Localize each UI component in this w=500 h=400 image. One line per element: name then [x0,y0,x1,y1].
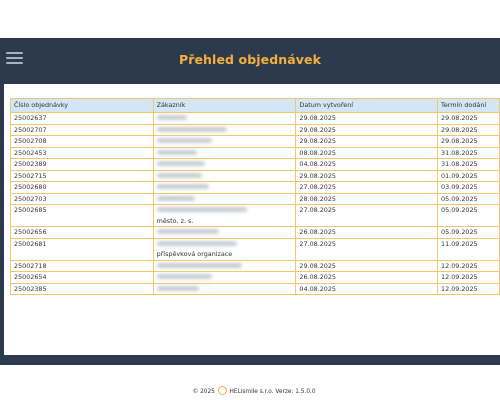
order-number-cell: 25002685 [11,205,154,227]
due-date-cell: 31.08.2025 [438,147,500,159]
table-row[interactable] [11,238,500,260]
customer-cell [153,283,296,295]
order-number-cell: 25002680 [11,182,154,194]
table-row[interactable] [11,136,500,148]
customer-cell [153,238,296,260]
created-date-cell: 27.08.2025 [296,182,438,194]
redacted-customer-name [157,241,237,246]
column-header-created-date[interactable]: Datum vytvoření [296,99,438,113]
customer-cell [153,227,296,239]
redacted-customer-name [157,196,195,201]
created-date-cell: 28.08.2025 [296,193,438,205]
customer-cell [153,113,296,125]
created-date-cell: 29.08.2025 [296,113,438,125]
due-date-cell: 29.08.2025 [438,136,500,148]
created-date-cell: 27.08.2025 [296,238,438,260]
top-bar [0,38,500,82]
created-date-cell: 29.08.2025 [296,170,438,182]
footer [4,388,500,395]
order-number-cell: 25002703 [11,193,154,205]
footer-copyright: © 2025 [192,389,215,395]
created-date-cell: 29.08.2025 [296,124,438,136]
due-date-cell: 03.09.2025 [438,182,500,194]
order-number-cell: 25002637 [11,113,154,125]
due-date-cell: 11.09.2025 [438,238,500,260]
redacted-customer-name [157,127,227,132]
customer-cell [153,170,296,182]
table-row[interactable] [11,170,500,182]
table-row[interactable] [11,205,500,227]
created-date-cell: 04.08.2025 [296,159,438,171]
table-row[interactable] [11,113,500,125]
redacted-customer-name [157,138,212,143]
customer-cell [153,272,296,284]
redacted-customer-name [157,161,205,166]
due-date-cell: 12.09.2025 [438,260,500,272]
customer-cell [153,147,296,159]
column-header-order-number[interactable]: Číslo objednávky [11,99,154,113]
created-date-cell: 08.08.2025 [296,147,438,159]
redacted-customer-name [157,173,202,178]
customer-name-suffix: město, z. s. [156,216,194,225]
order-number-cell: 25002681 [11,238,154,260]
table-row[interactable] [11,159,500,171]
redacted-customer-name [157,229,219,234]
order-number-cell: 25002654 [11,272,154,284]
customer-cell [153,136,296,148]
content-panel [4,84,500,395]
redacted-customer-name [157,274,212,279]
table-row[interactable] [11,260,500,272]
customer-cell [153,193,296,205]
created-date-cell: 27.08.2025 [296,205,438,227]
created-date-cell: 29.08.2025 [296,260,438,272]
created-date-cell: 26.08.2025 [296,227,438,239]
customer-cell [153,159,296,171]
redacted-customer-name [157,263,242,268]
due-date-cell: 05.09.2025 [438,227,500,239]
company-logo-icon [218,386,227,395]
table-row[interactable] [11,147,500,159]
order-number-cell: 25002715 [11,170,154,182]
table-row[interactable] [11,193,500,205]
order-number-cell: 25002389 [11,159,154,171]
due-date-cell: 05.09.2025 [438,205,500,227]
redacted-customer-name [157,115,187,120]
customer-cell [153,124,296,136]
table-row[interactable] [11,227,500,239]
order-number-cell: 25002453 [11,147,154,159]
redacted-customer-name [157,286,199,291]
customer-cell [153,182,296,194]
due-date-cell: 01.09.2025 [438,170,500,182]
due-date-cell: 29.08.2025 [438,113,500,125]
orders-table [10,98,500,295]
customer-cell [153,260,296,272]
due-date-cell: 12.09.2025 [438,283,500,295]
customer-name-suffix: příspěvková organizace [156,250,233,258]
created-date-cell: 26.08.2025 [296,272,438,284]
due-date-cell: 12.09.2025 [438,272,500,284]
column-header-customer[interactable]: Zákazník [153,99,296,113]
order-number-cell: 25002385 [11,283,154,295]
due-date-cell: 29.08.2025 [438,124,500,136]
page-title: Přehled objednávek [178,52,322,67]
redacted-customer-name [157,184,209,189]
due-date-cell: 31.08.2025 [438,159,500,171]
table-row[interactable] [11,182,500,194]
app-shell [0,38,500,395]
column-header-due-date[interactable]: Termín dodání [438,99,500,113]
order-number-cell: 25002707 [11,124,154,136]
footer-company-version: HELismile s.r.o. Verze: 1.5.0.0 [229,389,316,395]
table-header-row [11,99,500,113]
customer-cell [153,205,296,227]
order-number-cell: 25002708 [11,136,154,148]
due-date-cell: 05.09.2025 [438,193,500,205]
redacted-customer-name [157,150,197,155]
redacted-customer-name [157,207,247,212]
table-row[interactable] [11,283,500,295]
order-number-cell: 25002718 [11,260,154,272]
order-number-cell: 25002656 [11,227,154,239]
created-date-cell: 29.08.2025 [296,136,438,148]
created-date-cell: 04.08.2025 [296,283,438,295]
table-row[interactable] [11,124,500,136]
table-row[interactable] [11,272,500,284]
